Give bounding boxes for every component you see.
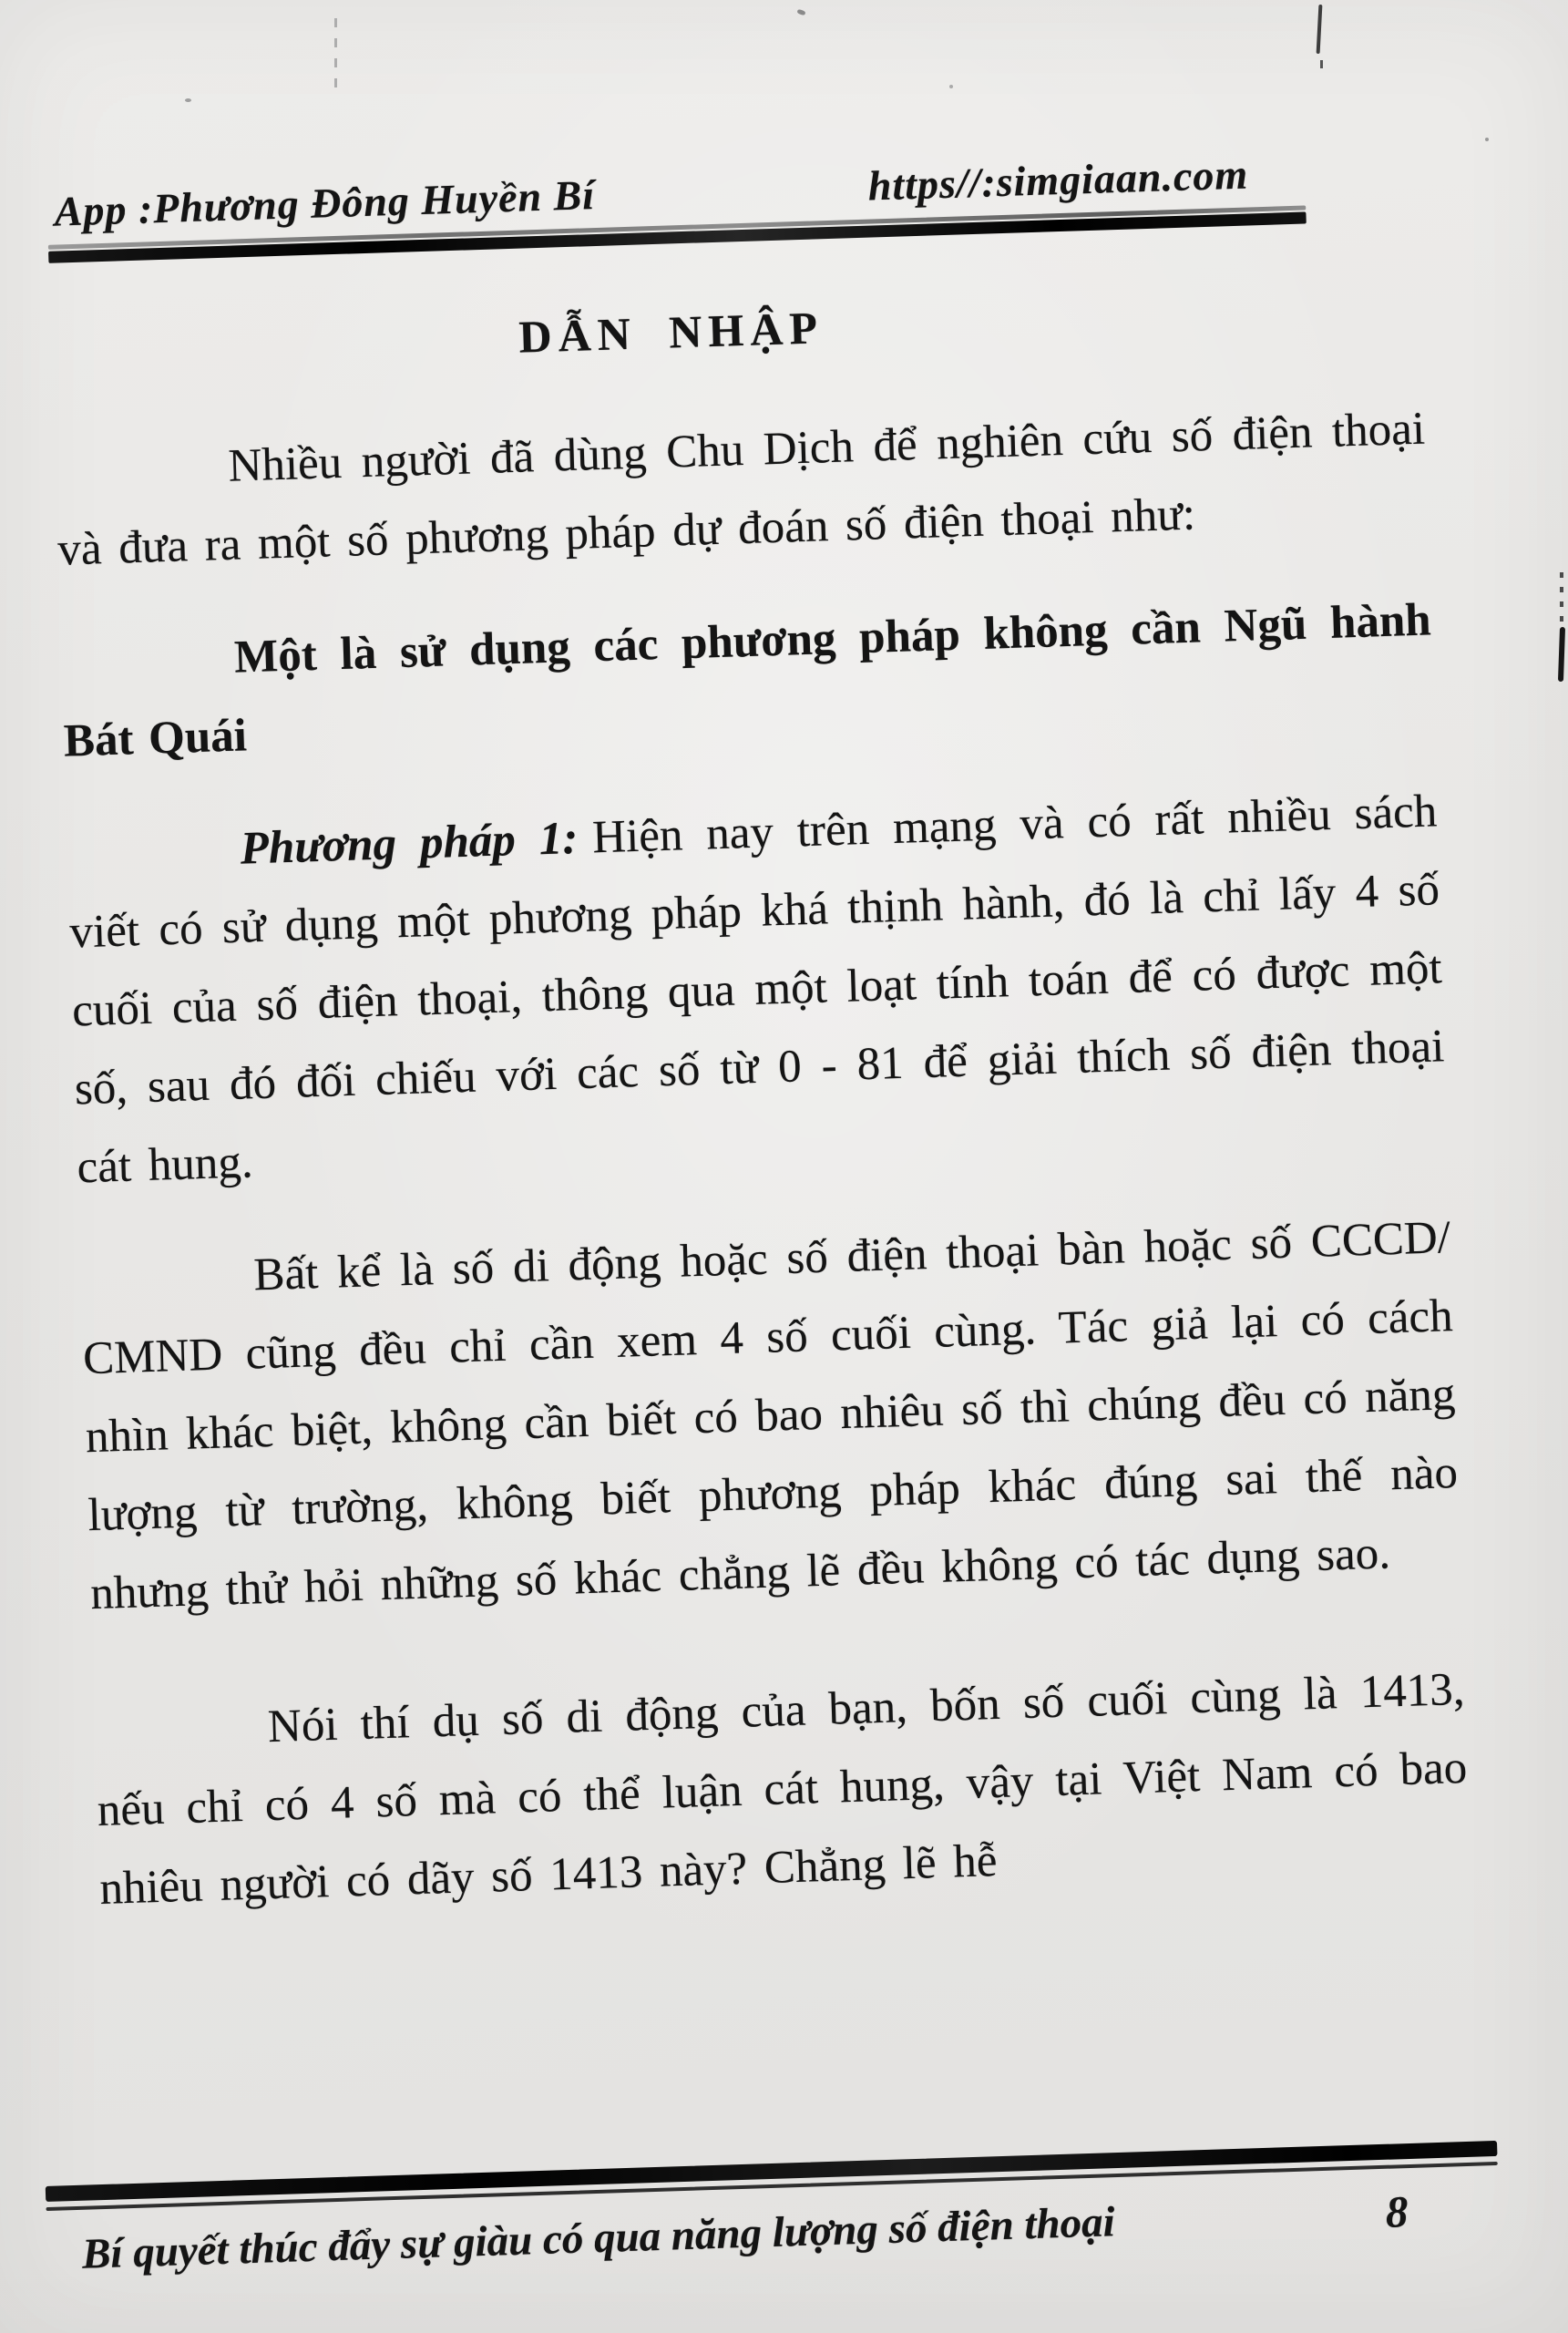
paragraph-intro: Nhiều người đã dùng Chu Dịch để nghiên cứu số điện thoại và đưa ra một số phương pháp dự đoán số điện thoại như: <box>56 403 1426 576</box>
scan-artifact-edge-dots <box>1560 572 1563 625</box>
body-text <box>54 389 1471 1927</box>
header-url: https//:simgiaan.com <box>866 150 1249 210</box>
header-app-label: App :Phương Đông Huyền Bí <box>53 171 596 235</box>
paragraph-author-view: Bất kể là số di động hoặc số điện thoại bàn hoặc số CCCD/ CMND cũng đều chỉ cần xem 4 số cuối cùng. Tác giả lại có cách nhìn khác biệt, không cần biết có bao nhiêu số thì chúng đều có năng lượng từ trường, không biết phương pháp khác đúng sai thế nào nhưng thử hỏi những số khác chẳng lẽ đều không có tác dụng sao. <box>82 1211 1459 1619</box>
method-1-lead: Phương pháp 1: <box>239 812 579 875</box>
header-row <box>46 150 1306 245</box>
footer-row <box>46 2184 1500 2280</box>
footer-book-title: Bí quyết thúc đẩy sự giàu có qua năng lượng số điện thoại <box>81 2197 1116 2278</box>
paragraph-method-heading: Một là sử dụng các phương pháp không cần Ngũ hành Bát Quái <box>63 594 1432 767</box>
paragraph-method-1 <box>66 772 1448 1207</box>
paragraph-example-1413: Nói thí dụ số di động của bạn, bốn số cuối cùng là 1413, nếu chỉ có 4 số mà có thể luận cát hung, vậy tại Việt Nam có bao nhiêu người có dãy số 1413 này? Chẳng lẽ hễ <box>96 1663 1468 1915</box>
method-1-text: Hiện nay trên mạng và có rất nhiều sách viết có sử dụng một phương pháp khá thịnh hành, đó là chỉ lấy 4 số cuối của số điện thoại, thông qua một loạt tính toán để có được một số, sau đó đối chiếu với các số từ 0 - 81 để giải thích số điện thoại cát hung. <box>68 785 1446 1193</box>
page-header <box>46 150 1307 263</box>
page-footer <box>46 2141 1500 2280</box>
scan-artifact-edge-stroke <box>1558 627 1565 682</box>
chapter-title: DẪN NHẬP <box>518 301 825 363</box>
footer-page-number: 8 <box>1384 2185 1409 2237</box>
